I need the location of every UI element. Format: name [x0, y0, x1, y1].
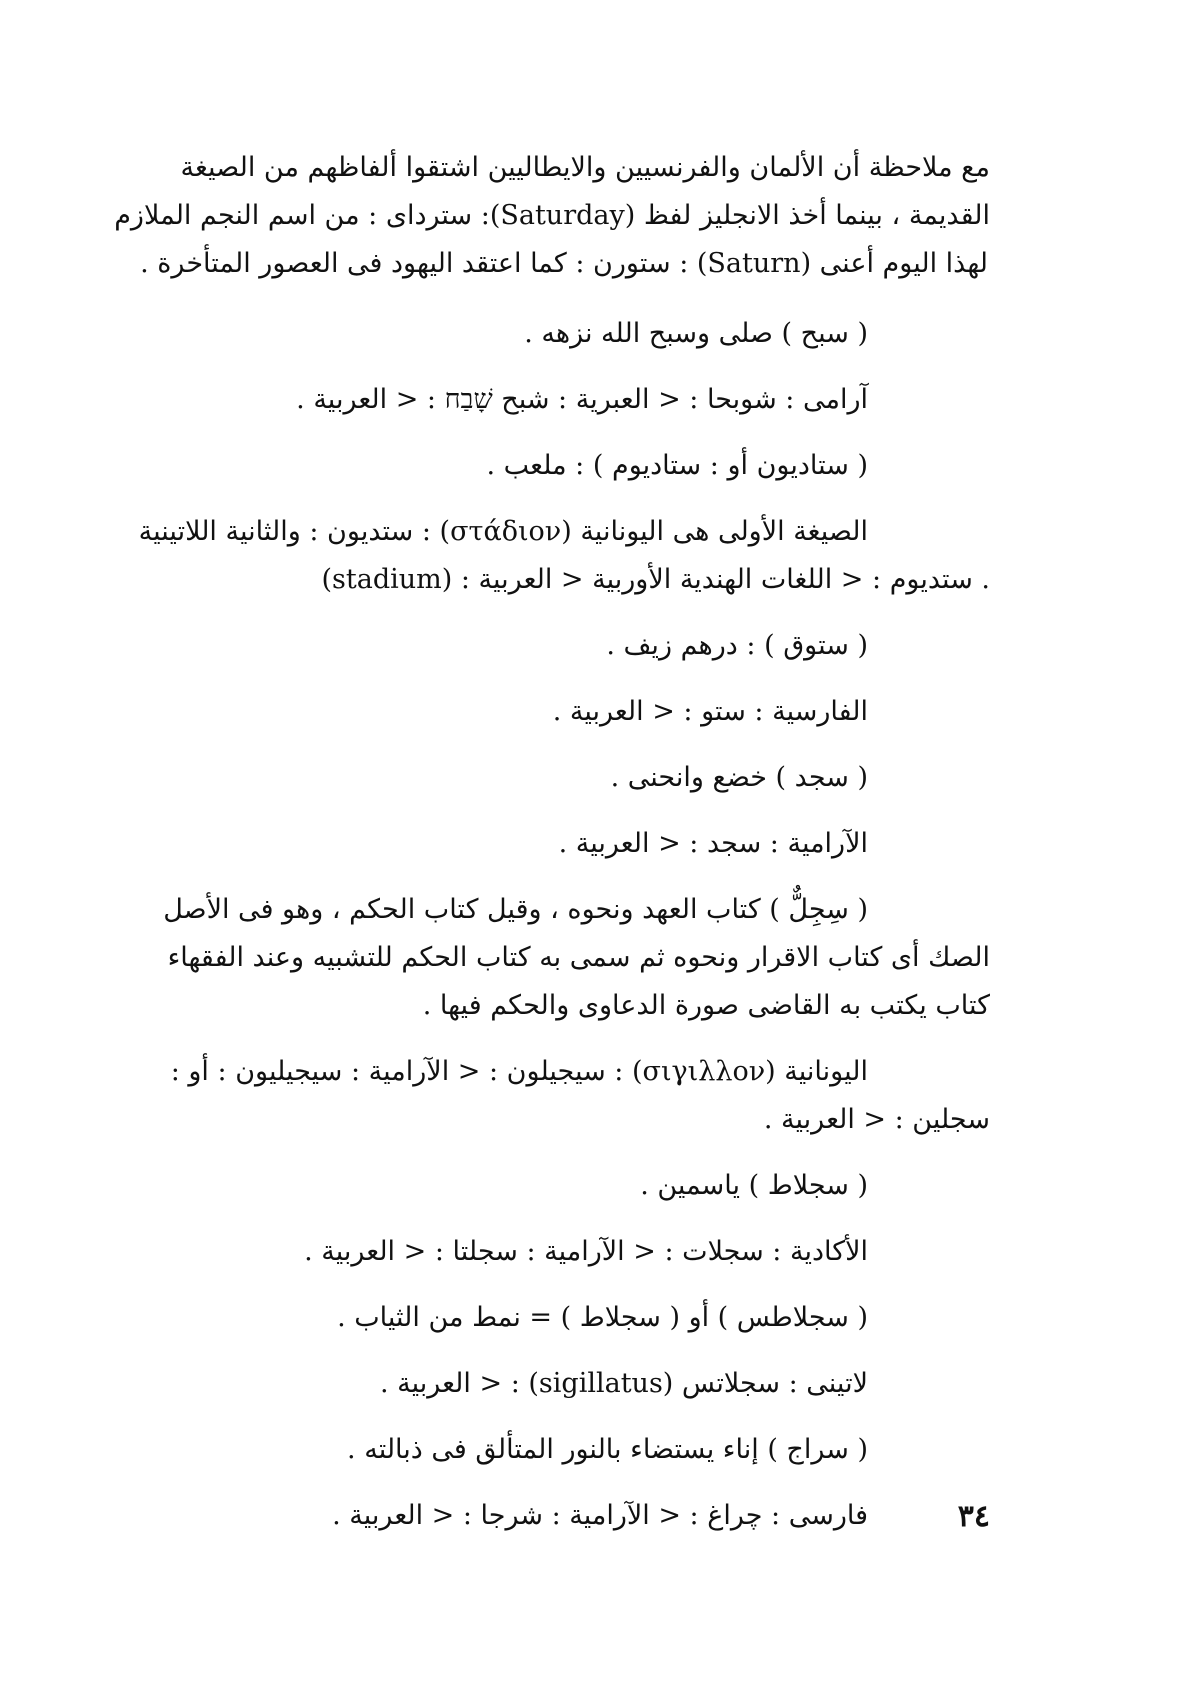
text-line: (stadium) : ستديوم : < اللغات الهندية الأوربية < العربية .	[321, 564, 990, 595]
text-line: فارسی : چراغ : < الآرامية : شرجا : < العربية .	[332, 1500, 868, 1531]
text-line: اليونانية (σιγιλλον) : سيجيلون : < الآرامية : سيجيليون : أو :	[170, 1056, 868, 1087]
text-line: سجلين : < العربية .	[763, 1104, 990, 1135]
text-line: كتاب يكتب به القاضی صورة الدعاوی والحكم فيها .	[422, 990, 990, 1021]
text-line: ( سِجِلٌّ ) كتاب العهد ونحوه ، وقيل كتاب الحكم ، وهو فی الأصل	[163, 894, 868, 925]
text-line: آرامی : شوبحا : < العبرية : شبح שָׁבַח : < العربية .	[296, 384, 868, 415]
text-line: لاتينی : سجلاتس (sigillatus) : < العربية .	[379, 1368, 868, 1399]
text-line: الأكادية : سجلات : < الآرامية : سجلتا : < العربية .	[304, 1236, 868, 1267]
text-line: ( سبح ) صلى وسبح الله نزهه .	[524, 318, 868, 349]
text-line: مع ملاحظة أن الألمان والفرنسيين والايطاليين اشتقوا ألفاظهم من الصيغة	[180, 152, 990, 183]
text-line: الفارسية : ستو : < العربية .	[552, 696, 868, 727]
text-line: الآرامية : سجد : < العربية .	[558, 828, 868, 859]
page-number: ٣٤	[957, 1499, 990, 1534]
page-body	[114, 152, 990, 1532]
text-line: لهذا اليوم أعنی (Saturn) : ستورن : كما اعتقد اليهود فی العصور المتأخرة .	[140, 248, 988, 279]
text-line: ( ستاديون أو : ستاديوم ) : ملعب .	[486, 450, 868, 481]
text-line: الصيغة الأولى هی اليونانية (στάδιον) : ستديون : والثانية اللاتينية	[138, 516, 868, 547]
text-line: ( ستوق ) : درهم زيف .	[606, 630, 868, 661]
text-line: الصك أی كتاب الاقرار ونحوه ثم سمی به كتاب الحكم للتشبيه وعند الفقهاء	[167, 942, 990, 973]
text-line: القديمة ، بينما أخذ الانجليز لفظ (Saturday): ستردای : من اسم النجم الملازم	[114, 200, 990, 231]
text-line: ( سجلاطس ) أو ( سجلاط ) = نمط من الثياب .	[337, 1302, 868, 1333]
text-line: ( سجد ) خضع وانحنى .	[610, 762, 868, 793]
text-line: ( سراج ) إناء يستضاء بالنور المتألق فی ذبالته .	[347, 1434, 868, 1465]
text-line: ( سجلاط ) ياسمين .	[640, 1170, 868, 1201]
